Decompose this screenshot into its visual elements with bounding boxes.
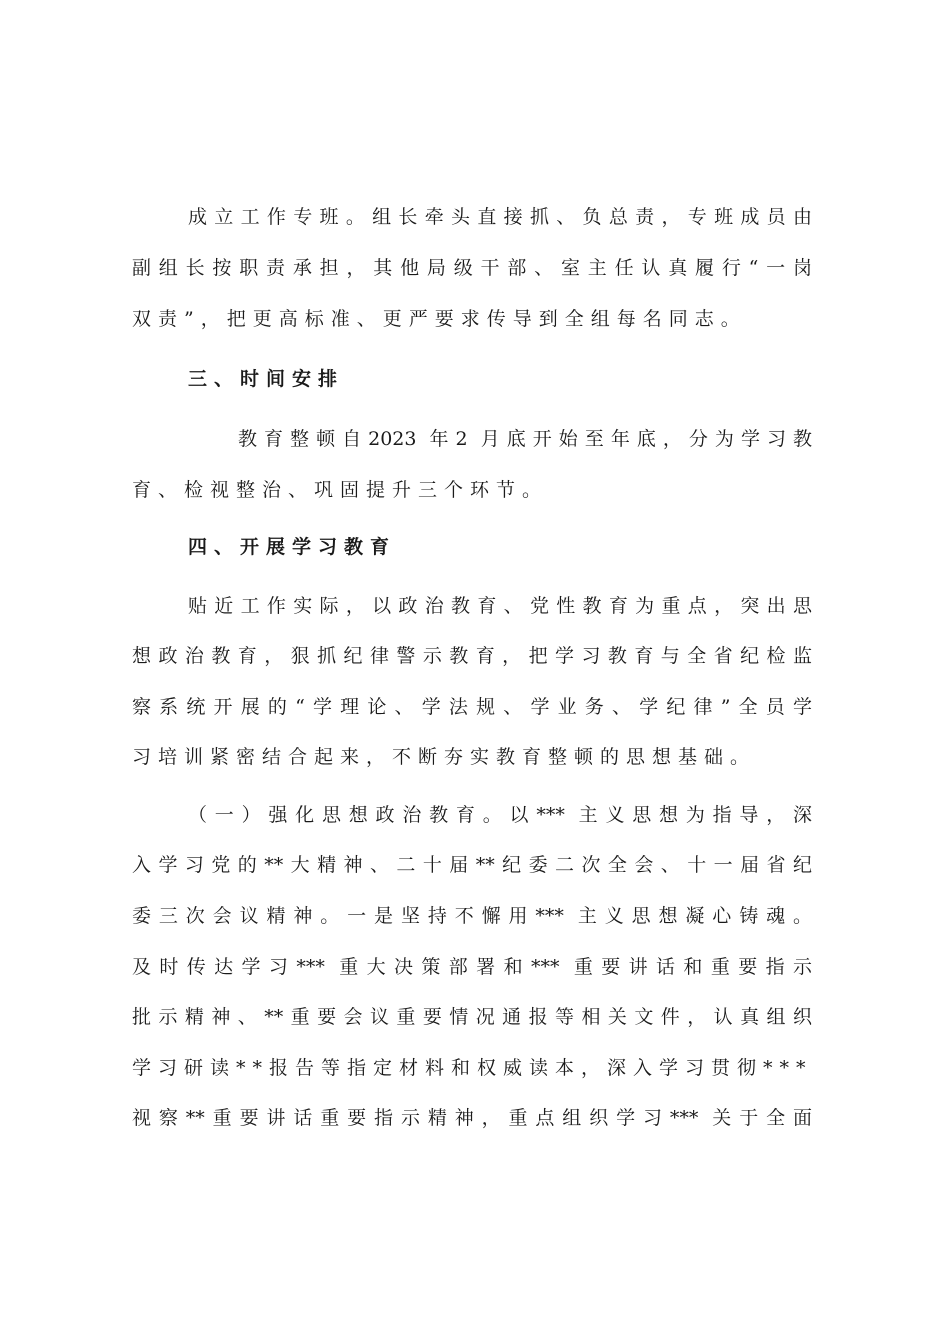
paragraph-line: 成立工作专班。组长牵头直接抓、负总责，专班成员由 xyxy=(188,206,812,228)
paragraph-line: 视察**重要讲话重要指示精神，重点组织学习*** 关于全面 xyxy=(132,1107,812,1129)
paragraph-line: 习培训紧密结合起来，不断夯实教育整顿的思想基础。 xyxy=(132,746,757,768)
paragraph-line: 委三次会议精神。一是坚持不懈用*** 主义思想凝心铸魂。 xyxy=(132,905,812,927)
paragraph-line: 想政治教育，狠抓纪律警示教育，把学习教育与全省纪检监 xyxy=(132,645,812,667)
paragraph-line: 批示精神、**重要会议重要情况通报等相关文件，认真组织 xyxy=(132,1006,812,1028)
paragraph-line: 入学习党的**大精神、二十届**纪委二次全会、十一届省纪 xyxy=(132,854,812,876)
paragraph-line: 副组长按职责承担，其他局级干部、室主任认真履行“一岗 xyxy=(132,257,812,279)
section-heading: 四、开展学习教育 xyxy=(188,536,397,558)
paragraph-line: 教育整顿自2023 年2 月底开始至年底，分为学习教 xyxy=(238,428,812,450)
paragraph-line: 贴近工作实际，以政治教育、党性教育为重点，突出思 xyxy=(188,595,812,617)
paragraph-line: 学习研读**报告等指定材料和权威读本，深入学习贯彻*** xyxy=(132,1057,813,1079)
section-heading: 三、时间安排 xyxy=(188,368,345,390)
paragraph-line: 双责”，把更高标准、更严要求传导到全组每名同志。 xyxy=(132,308,747,330)
paragraph-line: 察系统开展的“学理论、学法规、学业务、学纪律”全员学 xyxy=(132,696,812,718)
paragraph-line: 及时传达学习*** 重大决策部署和*** 重要讲话和重要指示 xyxy=(132,956,812,978)
paragraph-line: （一）强化思想政治教育。以*** 主义思想为指导，深 xyxy=(188,804,812,826)
paragraph-line: 育、检视整治、巩固提升三个环节。 xyxy=(132,479,549,501)
